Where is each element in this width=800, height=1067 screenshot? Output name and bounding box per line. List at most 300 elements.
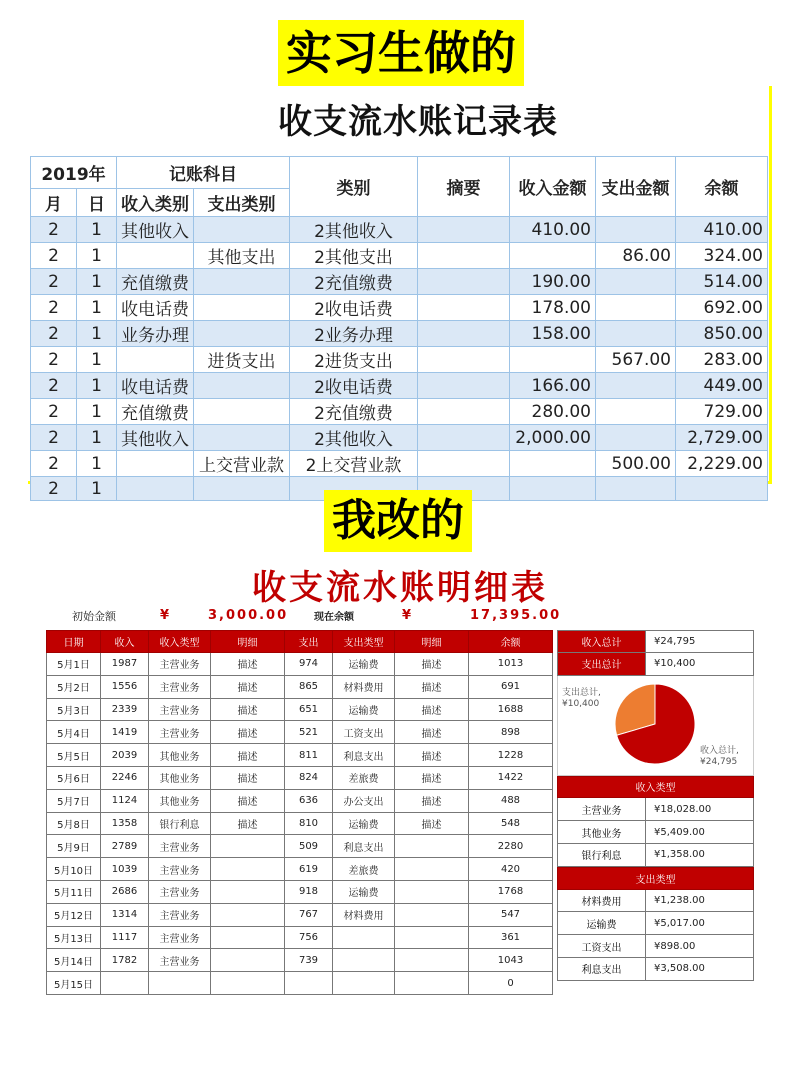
ledger-cell[interactable]: 1043 xyxy=(469,949,553,972)
ledger-cell[interactable]: 2039 xyxy=(101,744,149,767)
table-row xyxy=(31,347,768,373)
top-caption: 实习生做的 xyxy=(278,20,524,86)
ledger-cell[interactable]: 差旅费 xyxy=(333,858,395,881)
cell-inc[interactable]: 2,000.00 xyxy=(510,425,596,451)
summary-row-label: 其他业务 xyxy=(558,821,646,843)
cell-cat[interactable]: 2充值缴费 xyxy=(290,399,418,425)
cell-inc[interactable]: 280.00 xyxy=(510,399,596,425)
ledger-cell[interactable]: 1013 xyxy=(469,653,553,676)
cell-inc[interactable]: 410.00 xyxy=(510,217,596,243)
header-month: 月 xyxy=(31,189,77,217)
cell-bal[interactable]: 283.00 xyxy=(676,347,768,373)
cell-exp-type[interactable] xyxy=(194,321,290,347)
cell-m[interactable]: 2 xyxy=(31,347,77,373)
cell-sum[interactable] xyxy=(418,295,510,321)
cell-inc-type[interactable] xyxy=(117,477,194,501)
header-category: 类别 xyxy=(290,157,418,217)
cell-exp-type[interactable]: 其他支出 xyxy=(194,243,290,269)
ledger-cell[interactable] xyxy=(333,949,395,972)
ledger-cell[interactable]: 主营业务 xyxy=(149,675,211,698)
cell-exp-type[interactable] xyxy=(194,399,290,425)
cell-sum[interactable] xyxy=(418,347,510,373)
ledger-cell[interactable]: 1314 xyxy=(101,903,149,926)
cell-m[interactable]: 2 xyxy=(31,243,77,269)
ledger-cell[interactable]: 1782 xyxy=(101,949,149,972)
ledger-cell[interactable]: 银行利息 xyxy=(149,812,211,835)
cell-cat[interactable]: 2其他收入 xyxy=(290,425,418,451)
ledger-cell[interactable]: 描述 xyxy=(211,675,285,698)
ledger-cell[interactable]: 描述 xyxy=(395,812,469,835)
ledger-cell[interactable]: 描述 xyxy=(395,698,469,721)
ledger-cell[interactable] xyxy=(333,926,395,949)
column-header: 收入 xyxy=(101,631,149,653)
cell-sum[interactable] xyxy=(418,269,510,295)
table-row xyxy=(31,217,768,243)
ledger-cell[interactable]: 描述 xyxy=(211,766,285,789)
ledger-cell[interactable]: 521 xyxy=(285,721,333,744)
summary-row xyxy=(557,821,754,844)
current-balance-label: 现在余额 xyxy=(314,612,354,623)
cell-sum[interactable] xyxy=(418,243,510,269)
cell-d[interactable]: 1 xyxy=(77,477,117,501)
cell-exp[interactable] xyxy=(596,373,676,399)
ledger-cell[interactable]: 767 xyxy=(285,903,333,926)
header-income-amount: 收入金额 xyxy=(510,157,596,217)
ledger-cell[interactable] xyxy=(211,903,285,926)
summary-row-value: ¥3,508.00 xyxy=(654,963,705,975)
ledger-cell[interactable]: 619 xyxy=(285,858,333,881)
ledger-cell[interactable] xyxy=(211,949,285,972)
bottom-sheet-title: 收支流水账明细表 xyxy=(252,568,548,608)
summary-row-label: 材料费用 xyxy=(558,890,646,912)
cell-d[interactable]: 1 xyxy=(77,269,117,295)
income-total-row xyxy=(557,630,754,653)
current-currency: ¥ xyxy=(402,608,414,623)
ledger-cell[interactable]: 运输费 xyxy=(333,812,395,835)
ledger-cell[interactable]: 材料费用 xyxy=(333,675,395,698)
cell-exp-type[interactable] xyxy=(194,295,290,321)
ledger-cell[interactable]: 488 xyxy=(469,789,553,812)
header-expense-amount: 支出金额 xyxy=(596,157,676,217)
ledger-cell[interactable] xyxy=(333,972,395,995)
ledger-cell[interactable]: 描述 xyxy=(395,721,469,744)
ledger-cell[interactable]: 2246 xyxy=(101,766,149,789)
ledger-cell[interactable]: 1768 xyxy=(469,880,553,903)
income-total-label: 收入总计 xyxy=(558,631,646,652)
pie-label-expense: 支出总计, ¥10,400 xyxy=(562,687,601,709)
summary-row-value: ¥5,017.00 xyxy=(654,917,705,929)
cell-d[interactable]: 1 xyxy=(77,295,117,321)
column-header: 支出类型 xyxy=(333,631,395,653)
summary-row-value: ¥1,358.00 xyxy=(654,849,705,861)
cell-cat[interactable]: 2业务办理 xyxy=(290,321,418,347)
summary-panel xyxy=(557,630,754,981)
cell-cat[interactable]: 2收电话费 xyxy=(290,373,418,399)
table-row xyxy=(47,744,553,767)
ledger-cell[interactable]: 1987 xyxy=(101,653,149,676)
ledger-cell[interactable]: 主营业务 xyxy=(149,653,211,676)
cell-exp[interactable] xyxy=(596,269,676,295)
cell-d[interactable]: 1 xyxy=(77,321,117,347)
cell-inc[interactable]: 158.00 xyxy=(510,321,596,347)
cell-exp[interactable] xyxy=(596,295,676,321)
ledger-cell[interactable]: 描述 xyxy=(395,789,469,812)
cell-d[interactable]: 1 xyxy=(77,217,117,243)
ledger-cell[interactable] xyxy=(395,880,469,903)
column-header: 收入类型 xyxy=(149,631,211,653)
cell-m[interactable]: 2 xyxy=(31,477,77,501)
ledger-cell[interactable]: 描述 xyxy=(395,766,469,789)
header-expense-type: 支出类别 xyxy=(194,189,290,217)
ledger-cell[interactable] xyxy=(211,880,285,903)
summary-row xyxy=(557,890,754,913)
cell-exp[interactable] xyxy=(596,399,676,425)
cell-cat[interactable]: 2其他支出 xyxy=(290,243,418,269)
ledger-cell[interactable]: 运输费 xyxy=(333,880,395,903)
table-row xyxy=(47,721,553,744)
initial-amount-label: 初始金额 xyxy=(72,610,116,623)
header-balance: 余额 xyxy=(676,157,768,217)
ledger-cell[interactable]: 974 xyxy=(285,653,333,676)
table-row xyxy=(31,373,768,399)
initial-amount-value: 3,000.00 xyxy=(208,608,289,623)
cell-exp-type[interactable]: 进货支出 xyxy=(194,347,290,373)
cell-cat[interactable]: 2上交营业款 xyxy=(290,451,418,477)
ledger-cell[interactable] xyxy=(395,835,469,858)
ledger-cell[interactable]: 其他业务 xyxy=(149,789,211,812)
header-year: 2019年 xyxy=(31,157,117,189)
ledger-cell[interactable]: 636 xyxy=(285,789,333,812)
cell-bal[interactable]: 729.00 xyxy=(676,399,768,425)
expense-total-value: ¥10,400 xyxy=(654,658,696,670)
table-row xyxy=(31,451,768,477)
ledger-cell[interactable]: 5月12日 xyxy=(47,903,101,926)
expense-types-header: 支出类型 xyxy=(557,867,754,890)
column-header: 支出 xyxy=(285,631,333,653)
cell-inc[interactable] xyxy=(510,243,596,269)
table-row xyxy=(47,789,553,812)
ledger-cell[interactable] xyxy=(101,972,149,995)
column-header: 日期 xyxy=(47,631,101,653)
cell-exp-type[interactable] xyxy=(194,425,290,451)
cell-exp-type[interactable] xyxy=(194,217,290,243)
header-income-type: 收入类别 xyxy=(117,189,194,217)
ledger-cell[interactable]: 其他业务 xyxy=(149,744,211,767)
ledger-cell[interactable]: 5月5日 xyxy=(47,744,101,767)
ledger-cell[interactable]: 主营业务 xyxy=(149,858,211,881)
summary-row-value: ¥1,238.00 xyxy=(654,894,705,906)
ledger-cell[interactable]: 描述 xyxy=(211,653,285,676)
summary-row xyxy=(557,935,754,958)
table-row xyxy=(47,880,553,903)
cell-exp[interactable] xyxy=(596,477,676,501)
ledger-cell[interactable]: 756 xyxy=(285,926,333,949)
cell-inc-type[interactable]: 其他收入 xyxy=(117,217,194,243)
cell-inc[interactable] xyxy=(510,347,596,373)
cell-inc-type[interactable]: 收电话费 xyxy=(117,373,194,399)
ledger-cell[interactable] xyxy=(395,926,469,949)
income-total-value: ¥24,795 xyxy=(654,635,696,647)
ledger-cell[interactable]: 5月6日 xyxy=(47,766,101,789)
summary-row-value: ¥18,028.00 xyxy=(654,803,712,815)
ledger-cell[interactable]: 1688 xyxy=(469,698,553,721)
initial-currency: ¥ xyxy=(160,608,172,623)
cell-bal[interactable]: 692.00 xyxy=(676,295,768,321)
ledger-cell[interactable]: 描述 xyxy=(211,698,285,721)
cell-bal[interactable] xyxy=(676,477,768,501)
cell-inc[interactable]: 190.00 xyxy=(510,269,596,295)
ledger-cell[interactable]: 其他业务 xyxy=(149,766,211,789)
ledger-cell[interactable]: 主营业务 xyxy=(149,835,211,858)
ledger-cell[interactable]: 5月15日 xyxy=(47,972,101,995)
ledger-cell[interactable]: 5月8日 xyxy=(47,812,101,835)
cell-exp-type[interactable] xyxy=(194,477,290,501)
table-row xyxy=(47,698,553,721)
cell-inc[interactable] xyxy=(510,477,596,501)
ledger-cell[interactable]: 420 xyxy=(469,858,553,881)
cell-exp-type[interactable]: 上交营业款 xyxy=(194,451,290,477)
cell-cat[interactable]: 2进货支出 xyxy=(290,347,418,373)
ledger-cell[interactable]: 差旅费 xyxy=(333,766,395,789)
summary-row xyxy=(557,958,754,981)
ledger-cell[interactable] xyxy=(211,926,285,949)
column-header: 余额 xyxy=(469,631,553,653)
ledger-cell[interactable]: 0 xyxy=(469,972,553,995)
cell-inc-type[interactable] xyxy=(117,243,194,269)
ledger-cell[interactable]: 5月1日 xyxy=(47,653,101,676)
cell-inc-type[interactable] xyxy=(117,347,194,373)
ledger-cell[interactable]: 5月9日 xyxy=(47,835,101,858)
ledger-cell[interactable]: 主营业务 xyxy=(149,698,211,721)
table-row xyxy=(31,295,768,321)
summary-row-label: 银行利息 xyxy=(558,844,646,866)
top-ledger-table xyxy=(30,156,768,501)
cell-bal[interactable]: 514.00 xyxy=(676,269,768,295)
cell-d[interactable]: 1 xyxy=(77,425,117,451)
expense-total-label: 支出总计 xyxy=(558,653,646,675)
cell-inc-type[interactable]: 收电话费 xyxy=(117,295,194,321)
cell-inc[interactable]: 166.00 xyxy=(510,373,596,399)
cell-sum[interactable] xyxy=(418,425,510,451)
cell-inc-type[interactable] xyxy=(117,451,194,477)
ledger-cell[interactable]: 5月7日 xyxy=(47,789,101,812)
ledger-cell[interactable]: 5月14日 xyxy=(47,949,101,972)
ledger-cell[interactable]: 主营业务 xyxy=(149,721,211,744)
cell-bal[interactable]: 2,729.00 xyxy=(676,425,768,451)
cell-cat[interactable]: 2其他收入 xyxy=(290,217,418,243)
cell-m[interactable]: 2 xyxy=(31,451,77,477)
header-account-subject: 记账科目 xyxy=(117,157,290,189)
cell-exp-type[interactable] xyxy=(194,269,290,295)
cell-sum[interactable] xyxy=(418,321,510,347)
cell-inc-type[interactable]: 其他收入 xyxy=(117,425,194,451)
cell-m[interactable]: 2 xyxy=(31,373,77,399)
cell-cat[interactable]: 2收电话费 xyxy=(290,295,418,321)
summary-row-label: 利息支出 xyxy=(558,958,646,980)
table-row xyxy=(47,812,553,835)
top-spreadsheet xyxy=(28,86,772,499)
ledger-cell[interactable]: 1556 xyxy=(101,675,149,698)
cell-m[interactable]: 2 xyxy=(31,295,77,321)
ledger-cell[interactable]: 2280 xyxy=(469,835,553,858)
ledger-cell[interactable] xyxy=(395,949,469,972)
ledger-cell[interactable]: 811 xyxy=(285,744,333,767)
ledger-cell[interactable]: 547 xyxy=(469,903,553,926)
cell-m[interactable]: 2 xyxy=(31,269,77,295)
cell-m[interactable]: 2 xyxy=(31,399,77,425)
cell-d[interactable]: 1 xyxy=(77,399,117,425)
ledger-cell[interactable]: 描述 xyxy=(211,789,285,812)
ledger-cell[interactable]: 运输费 xyxy=(333,698,395,721)
current-balance-value: 17,395.00 xyxy=(470,608,562,623)
ledger-cell[interactable]: 1358 xyxy=(101,812,149,835)
ledger-cell[interactable] xyxy=(211,858,285,881)
cell-bal[interactable]: 324.00 xyxy=(676,243,768,269)
pie-chart xyxy=(557,676,754,776)
bottom-caption: 我改的 xyxy=(324,490,472,552)
ledger-cell[interactable]: 1039 xyxy=(101,858,149,881)
ledger-cell[interactable]: 主营业务 xyxy=(149,926,211,949)
ledger-cell[interactable]: 主营业务 xyxy=(149,949,211,972)
column-header: 明细 xyxy=(395,631,469,653)
summary-row-label: 运输费 xyxy=(558,912,646,934)
table-row xyxy=(31,399,768,425)
cell-exp[interactable]: 500.00 xyxy=(596,451,676,477)
ledger-cell[interactable]: 描述 xyxy=(395,744,469,767)
cell-sum[interactable] xyxy=(418,451,510,477)
ledger-cell[interactable]: 509 xyxy=(285,835,333,858)
detail-ledger-table xyxy=(46,630,553,995)
cell-d[interactable]: 1 xyxy=(77,347,117,373)
bottom-spreadsheet xyxy=(42,556,758,1006)
ledger-cell[interactable] xyxy=(395,972,469,995)
ledger-cell[interactable]: 548 xyxy=(469,812,553,835)
cell-m[interactable]: 2 xyxy=(31,321,77,347)
summary-row-label: 主营业务 xyxy=(558,798,646,820)
table-row xyxy=(47,903,553,926)
summary-row xyxy=(557,798,754,821)
ledger-cell[interactable]: 2789 xyxy=(101,835,149,858)
cell-exp[interactable] xyxy=(596,425,676,451)
cell-exp[interactable]: 86.00 xyxy=(596,243,676,269)
cell-inc[interactable]: 178.00 xyxy=(510,295,596,321)
cell-inc-type[interactable]: 充值缴费 xyxy=(117,399,194,425)
cell-bal[interactable]: 410.00 xyxy=(676,217,768,243)
column-header: 明细 xyxy=(211,631,285,653)
ledger-cell[interactable]: 5月3日 xyxy=(47,698,101,721)
ledger-cell[interactable]: 865 xyxy=(285,675,333,698)
ledger-cell[interactable]: 691 xyxy=(469,675,553,698)
cell-d[interactable]: 1 xyxy=(77,373,117,399)
table-row xyxy=(47,949,553,972)
ledger-cell[interactable] xyxy=(149,972,211,995)
cell-m[interactable]: 2 xyxy=(31,217,77,243)
table-row xyxy=(31,243,768,269)
cell-d[interactable]: 1 xyxy=(77,451,117,477)
ledger-cell[interactable] xyxy=(211,835,285,858)
cell-exp[interactable] xyxy=(596,217,676,243)
ledger-cell[interactable] xyxy=(285,972,333,995)
ledger-cell[interactable] xyxy=(211,972,285,995)
ledger-cell[interactable]: 材料费用 xyxy=(333,903,395,926)
ledger-cell[interactable]: 918 xyxy=(285,880,333,903)
ledger-cell[interactable]: 2686 xyxy=(101,880,149,903)
ledger-cell[interactable]: 810 xyxy=(285,812,333,835)
ledger-cell[interactable]: 1228 xyxy=(469,744,553,767)
ledger-cell[interactable]: 描述 xyxy=(211,721,285,744)
ledger-cell[interactable]: 描述 xyxy=(211,744,285,767)
ledger-cell[interactable]: 办公支出 xyxy=(333,789,395,812)
header-day: 日 xyxy=(77,189,117,217)
cell-sum[interactable] xyxy=(418,399,510,425)
ledger-cell[interactable]: 描述 xyxy=(395,653,469,676)
header-summary: 摘要 xyxy=(418,157,510,217)
ledger-cell[interactable]: 5月13日 xyxy=(47,926,101,949)
cell-cat[interactable]: 2充值缴费 xyxy=(290,269,418,295)
cell-m[interactable]: 2 xyxy=(31,425,77,451)
cell-inc-type[interactable]: 充值缴费 xyxy=(117,269,194,295)
cell-sum[interactable] xyxy=(418,373,510,399)
ledger-cell[interactable]: 利息支出 xyxy=(333,835,395,858)
summary-row xyxy=(557,844,754,867)
cell-inc-type[interactable]: 业务办理 xyxy=(117,321,194,347)
ledger-cell[interactable]: 2339 xyxy=(101,698,149,721)
cell-bal[interactable]: 449.00 xyxy=(676,373,768,399)
ledger-cell[interactable]: 361 xyxy=(469,926,553,949)
ledger-cell[interactable]: 运输费 xyxy=(333,653,395,676)
ledger-cell[interactable]: 5月2日 xyxy=(47,675,101,698)
ledger-cell[interactable] xyxy=(395,903,469,926)
ledger-cell[interactable]: 5月11日 xyxy=(47,880,101,903)
summary-row xyxy=(557,912,754,935)
pie-label-income: 收入总计, ¥24,795 xyxy=(700,745,739,767)
table-row xyxy=(31,269,768,295)
cell-exp[interactable] xyxy=(596,321,676,347)
cell-bal[interactable]: 850.00 xyxy=(676,321,768,347)
ledger-cell[interactable]: 1422 xyxy=(469,766,553,789)
table-row xyxy=(47,653,553,676)
table-row xyxy=(47,766,553,789)
cell-exp[interactable]: 567.00 xyxy=(596,347,676,373)
cell-exp-type[interactable] xyxy=(194,373,290,399)
ledger-cell[interactable]: 739 xyxy=(285,949,333,972)
ledger-cell[interactable]: 利息支出 xyxy=(333,744,395,767)
cell-inc[interactable] xyxy=(510,451,596,477)
ledger-cell[interactable] xyxy=(395,858,469,881)
ledger-cell[interactable]: 824 xyxy=(285,766,333,789)
summary-row-value: ¥5,409.00 xyxy=(654,826,705,838)
ledger-cell[interactable]: 1419 xyxy=(101,721,149,744)
ledger-cell[interactable]: 1117 xyxy=(101,926,149,949)
ledger-cell[interactable]: 651 xyxy=(285,698,333,721)
cell-bal[interactable]: 2,229.00 xyxy=(676,451,768,477)
ledger-cell[interactable]: 主营业务 xyxy=(149,903,211,926)
ledger-cell[interactable]: 主营业务 xyxy=(149,880,211,903)
table-row xyxy=(31,425,768,451)
cell-d[interactable]: 1 xyxy=(77,243,117,269)
ledger-cell[interactable]: 5月10日 xyxy=(47,858,101,881)
ledger-cell[interactable]: 描述 xyxy=(395,675,469,698)
cell-sum[interactable] xyxy=(418,217,510,243)
ledger-cell[interactable]: 1124 xyxy=(101,789,149,812)
ledger-cell[interactable]: 5月4日 xyxy=(47,721,101,744)
ledger-cell[interactable]: 898 xyxy=(469,721,553,744)
table-row xyxy=(47,675,553,698)
expense-total-row xyxy=(557,653,754,676)
ledger-cell[interactable]: 描述 xyxy=(211,812,285,835)
ledger-cell[interactable]: 工资支出 xyxy=(333,721,395,744)
summary-row-value: ¥898.00 xyxy=(654,940,696,952)
